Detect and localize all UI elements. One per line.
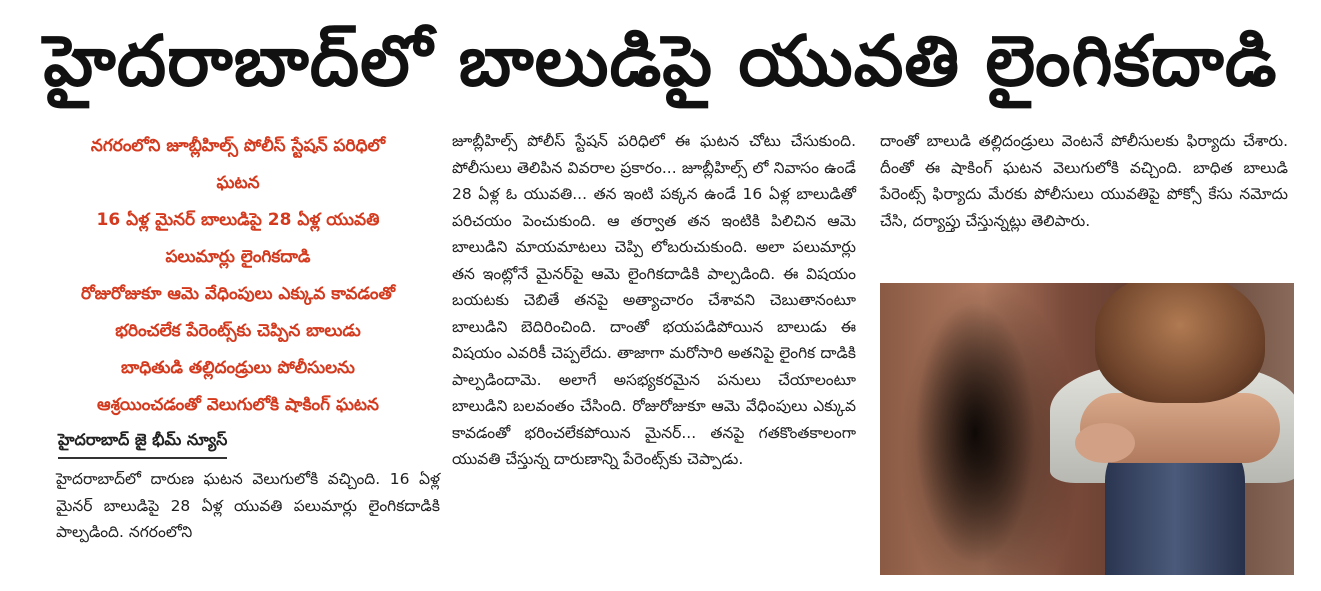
highlight-line: 16 ఏళ్ల మైనర్ బాలుడిపై 28 ఏళ్ల యువతి bbox=[96, 210, 380, 230]
photo-hand bbox=[1075, 423, 1135, 463]
highlight-line: రోజురోజుకూ ఆమె వేధింపులు ఎక్కువ కావడంతో bbox=[80, 284, 396, 304]
byline: హైదరాబాద్ జై భీమ్ న్యూస్ bbox=[58, 430, 227, 459]
highlight-line: పలుమార్లు లైంగికదాడి bbox=[165, 247, 311, 267]
highlight-line: భరించలేక పేరెంట్స్‌కు చెప్పిన బాలుడు bbox=[115, 321, 361, 341]
article-photo bbox=[880, 283, 1294, 575]
highlight-line: ఘటన bbox=[216, 173, 260, 193]
highlights-box bbox=[38, 128, 438, 424]
article-column-2: జూబ్లీహిల్స్ పోలీస్ స్టేషన్ పరిధిలో ఈ ఘటన చోటు చేసుకుంది. పోలీసులు తెలిపిన వివరాల ప్రకారం... జూబ్లీహిల్స్ లో నివాసం ఉండే 28 ఏళ్ల ఓ యువతి... తన ఇంటి పక్కన ఉండే 16 ఏళ్ల బాలుడితో పరిచయం పెంచుకుంది. ఆ తర్వాత తన ఇంటికి పిలిచిన ఆమె బాలుడిని మాయమాటలు చెప్పి లోబరుచుకుంది. అలా పలుమార్లు తన ఇంట్లోనే మైనర్‌పై ఆమె లైంగికదాడికి పాల్పడింది. ఈ విషయం బయటకు చెబితే తనపై అత్యాచారం చేశావని చెబుతానంటూ బాలుడిని బెదిరించింది. దాంతో భయపడిపోయిన బాలుడు ఈ విషయం ఎవరికీ చెప్పలేదు. తాజాగా మరోసారి అతనిపై లైంగిక దాడికి పాల్పడిందామె. అలాగే అసభ్యకరమైన పనులు చేయాలంటూ బాలుడిని బలవంతం చేసింది. రోజురోజుకూ ఆమె వేధింపులు ఎక్కువ కావడంతో భరించలేకపోయిన మైనర్... తనపై గతకొంతకాలంగా యువతి చేస్తున్న దారుణాన్ని పేరెంట్స్‌కు చెప్పాడు. bbox=[452, 132, 856, 468]
highlight-line: బాధితుడి తల్లిదండ్రులు పోలీసులను bbox=[121, 358, 355, 378]
article-column-1: హైదరాబాద్‌లో దారుణ ఘటన వెలుగులోకి వచ్చింది. 16 ఏళ్ల మైనర్ బాలుడిపై 28 ఏళ్ల యువతి పలుమార్లు లైంగికదాడికి పాల్పడింది. నగరంలోని bbox=[56, 470, 440, 541]
photo-head bbox=[1095, 283, 1265, 403]
article-column-3: దాంతో బాలుడి తల్లిదండ్రులు వెంటనే పోలీసులకు ఫిర్యాదు చేశారు. దీంతో ఈ షాకింగ్ ఘటన వెలుగులోకి వచ్చింది. బాధిత బాలుడి పేరెంట్స్ ఫిర్యాదు మేరకు పోలీసులు యువతిపై పోక్సో కేసు నమోదు చేసి, దర్యాప్తు చేస్తున్నట్లు తెలిపారు. bbox=[880, 132, 1288, 230]
highlight-line: ఆశ్రయించడంతో వెలుగులోకి షాకింగ్ ఘటన bbox=[97, 395, 379, 415]
highlight-line: నగరంలోని జూబ్లీహిల్స్ పోలీస్ స్టేషన్ పరిధిలో bbox=[90, 136, 386, 156]
headline: హైదరాబాద్‌లో బాలుడిపై యువతి లైంగికదాడి bbox=[43, 20, 1278, 102]
